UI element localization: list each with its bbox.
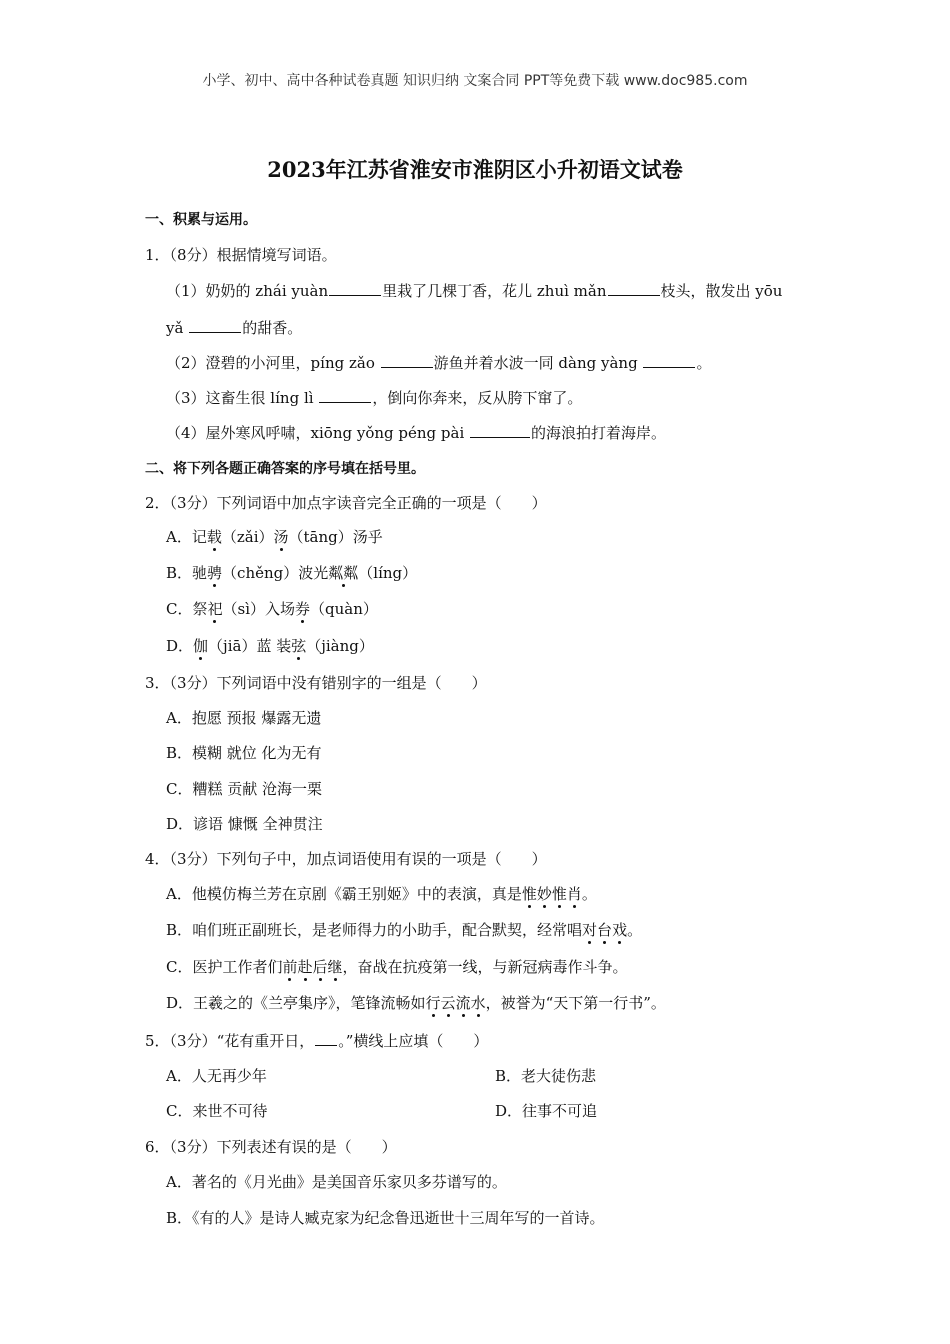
q1-stem: 1．（8分）根据情境写词语。 xyxy=(145,246,337,264)
dotted-char: 台 xyxy=(597,921,613,939)
q4-a-dotted xyxy=(522,885,582,903)
q2-a-text-3: （tāng）汤乎 xyxy=(288,528,383,546)
q5-option-d[interactable]: D．往事不可追 xyxy=(495,1102,598,1120)
q2-d-dotted-2: 弦 xyxy=(291,637,307,655)
q1-p2-text-b: 游鱼并着水波一同 dàng yàng xyxy=(433,354,638,372)
q2-option-c[interactable] xyxy=(166,599,378,619)
dotted-char: 惟 xyxy=(521,885,537,903)
q5-option-b[interactable]: B．老大徒伤悲 xyxy=(495,1067,597,1085)
section-2-heading: 二、将下列各题正确答案的序号填在括号里。 xyxy=(145,461,425,477)
section-1-heading: 一、积累与运用。 xyxy=(145,212,257,228)
q3-stem: 3．（3分）下列词语中没有错别字的一组是（ ） xyxy=(145,674,487,692)
q4-c-text-2: ，奋战在抗疫第一线，与新冠病毒作斗争。 xyxy=(342,958,628,976)
q1-part4 xyxy=(166,423,666,443)
dotted-char: 妙 xyxy=(536,885,552,903)
q4-option-a[interactable] xyxy=(166,884,597,904)
dotted-char: 云 xyxy=(440,994,456,1012)
dotted-char: 前 xyxy=(282,958,298,976)
q4-d-text-2: ，被誉为“天下第一行书”。 xyxy=(485,994,666,1012)
q4-b-dotted xyxy=(582,921,627,939)
q1-p3-text-a: （3）这畜生很 líng lì xyxy=(166,389,314,407)
q5-stem-text-b: 。”横线上应填（ ） xyxy=(338,1032,489,1050)
q1-part3 xyxy=(166,388,582,408)
q5-stem xyxy=(145,1031,488,1051)
q2-stem: 2．（3分）下列词语中加点字读音完全正确的一项是（ ） xyxy=(145,494,547,512)
q3-option-d[interactable]: D．谚语 慷慨 全神贯注 xyxy=(166,815,323,833)
q4-option-c[interactable] xyxy=(166,957,628,977)
dotted-char: 戏 xyxy=(612,921,628,939)
q3-option-b[interactable]: B．模糊 就位 化为无有 xyxy=(166,744,322,762)
q2-option-b[interactable] xyxy=(166,563,417,583)
q1-blank-zhaiyuan[interactable] xyxy=(329,281,381,296)
q5-option-a[interactable]: A．人无再少年 xyxy=(166,1067,267,1085)
dotted-char: 对 xyxy=(582,921,598,939)
q2-c-dotted-1: 祀 xyxy=(207,600,223,618)
q2-a-dotted-1: 载 xyxy=(206,528,222,546)
q5-option-c[interactable]: C．来世不可待 xyxy=(166,1102,268,1120)
q1-p1-text-e: 的甜香。 xyxy=(242,319,303,337)
dotted-char: 肖 xyxy=(566,885,582,903)
dotted-char: 行 xyxy=(425,994,441,1012)
q1-blank-dangyang[interactable] xyxy=(643,353,695,368)
q1-blank-lingli[interactable] xyxy=(319,388,371,403)
q2-b-text-3: （líng） xyxy=(358,564,418,582)
q2-d-dotted-1: 伽 xyxy=(193,637,209,655)
q1-blank-zhuiman[interactable] xyxy=(608,281,660,296)
q2-option-a[interactable] xyxy=(166,527,383,547)
q2-b-text-1: B．驰 xyxy=(166,564,208,582)
q1-p4-text-b: 的海浪拍打着海岸。 xyxy=(531,424,667,442)
dotted-char: 流 xyxy=(455,994,471,1012)
q2-d-text-2: （jiā）蓝 装 xyxy=(208,637,292,655)
q2-b-dotted-1: 骋 xyxy=(207,564,223,582)
q1-p1-text-c: 枝头，散发出 yōu xyxy=(660,282,783,300)
q4-b-text-1: B．咱们班正副班长，是老师得力的小助手，配合默契，经常唱 xyxy=(166,921,583,939)
q1-part1-line2 xyxy=(166,318,302,338)
q6-stem: 6．（3分）下列表述有误的是（ ） xyxy=(145,1138,397,1156)
q1-p2-text-a: （2）澄碧的小河里，píng zǎo xyxy=(166,354,375,372)
q2-a-dotted-2: 汤 xyxy=(273,528,289,546)
dotted-char: 惟 xyxy=(551,885,567,903)
q4-d-dotted xyxy=(426,994,486,1012)
q1-blank-pingzao[interactable] xyxy=(381,353,433,368)
q2-b-text-2: （chěng）波光 xyxy=(222,564,329,582)
q4-b-text-2: 。 xyxy=(627,921,643,939)
q2-option-d[interactable] xyxy=(166,636,374,656)
q1-p1-text-a: （1）奶奶的 zhái yuàn xyxy=(166,282,329,300)
q2-b-dotted-2: 粼粼 xyxy=(328,564,359,582)
q4-a-text-1: A．他模仿梅兰芳在京剧《霸王别姬》中的表演，真是 xyxy=(166,885,522,903)
q5-blank[interactable] xyxy=(315,1031,337,1046)
q3-option-a[interactable]: A．抱愿 预报 爆露无遗 xyxy=(166,709,322,727)
q2-c-text-3: （quàn） xyxy=(310,600,378,618)
q4-option-d[interactable] xyxy=(166,993,666,1013)
q6-option-a[interactable]: A．著名的《月光曲》是美国音乐家贝多芬谱写的。 xyxy=(166,1173,507,1191)
q1-p2-text-c: 。 xyxy=(696,354,712,372)
q1-p4-text-a: （4）屋外寒风呼啸，xiōng yǒng péng pài xyxy=(166,424,465,442)
q1-part2 xyxy=(166,353,711,373)
dotted-char: 水 xyxy=(470,994,486,1012)
q5-stem-text-a: 5．（3分）“花有重开日， xyxy=(145,1032,315,1050)
q6-option-b[interactable]: B．《有的人》是诗人臧克家为纪念鲁迅逝世十三周年写的一首诗。 xyxy=(166,1209,605,1227)
q2-d-text-1: D． xyxy=(166,637,194,655)
q2-a-text-2: （zǎi） xyxy=(221,528,274,546)
header-note: 小学、初中、高中各种试卷真题 知识归纳 文案合同 PPT等免费下载 www.doc985.com xyxy=(202,73,748,89)
q2-c-dotted-2: 券 xyxy=(295,600,311,618)
q2-c-text-2: （sì）入场 xyxy=(222,600,295,618)
q1-part1-line1 xyxy=(166,281,782,301)
q4-d-text-1: D．王羲之的《兰亭集序》，笔锋流畅如 xyxy=(166,994,426,1012)
q3-option-c[interactable]: C．糟糕 贡献 沧海一栗 xyxy=(166,780,323,798)
q1-blank-xiongyong[interactable] xyxy=(470,423,530,438)
q4-option-b[interactable] xyxy=(166,920,642,940)
q4-a-text-2: 。 xyxy=(581,885,597,903)
dotted-char: 后 xyxy=(312,958,328,976)
q4-c-text-1: C．医护工作者们 xyxy=(166,958,283,976)
q1-p3-text-b: ，倒向你奔来，反从胯下窜了。 xyxy=(372,389,583,407)
q1-p1-text-d: yǎ xyxy=(166,319,184,337)
q1-blank-youya[interactable] xyxy=(189,318,241,333)
q2-c-text-1: C．祭 xyxy=(166,600,208,618)
dotted-char: 赴 xyxy=(297,958,313,976)
page-title: 2023年江苏省淮安市淮阴区小升初语文试卷 xyxy=(267,157,683,182)
q2-d-text-3: （jiàng） xyxy=(306,637,374,655)
q4-stem: 4．（3分）下列句子中，加点词语使用有误的一项是（ ） xyxy=(145,850,547,868)
q2-a-text-1: A．记 xyxy=(166,528,207,546)
q4-c-dotted xyxy=(282,958,342,976)
dotted-char: 继 xyxy=(327,958,343,976)
q1-p1-text-b: 里栽了几棵丁香，花儿 zhuì mǎn xyxy=(382,282,607,300)
